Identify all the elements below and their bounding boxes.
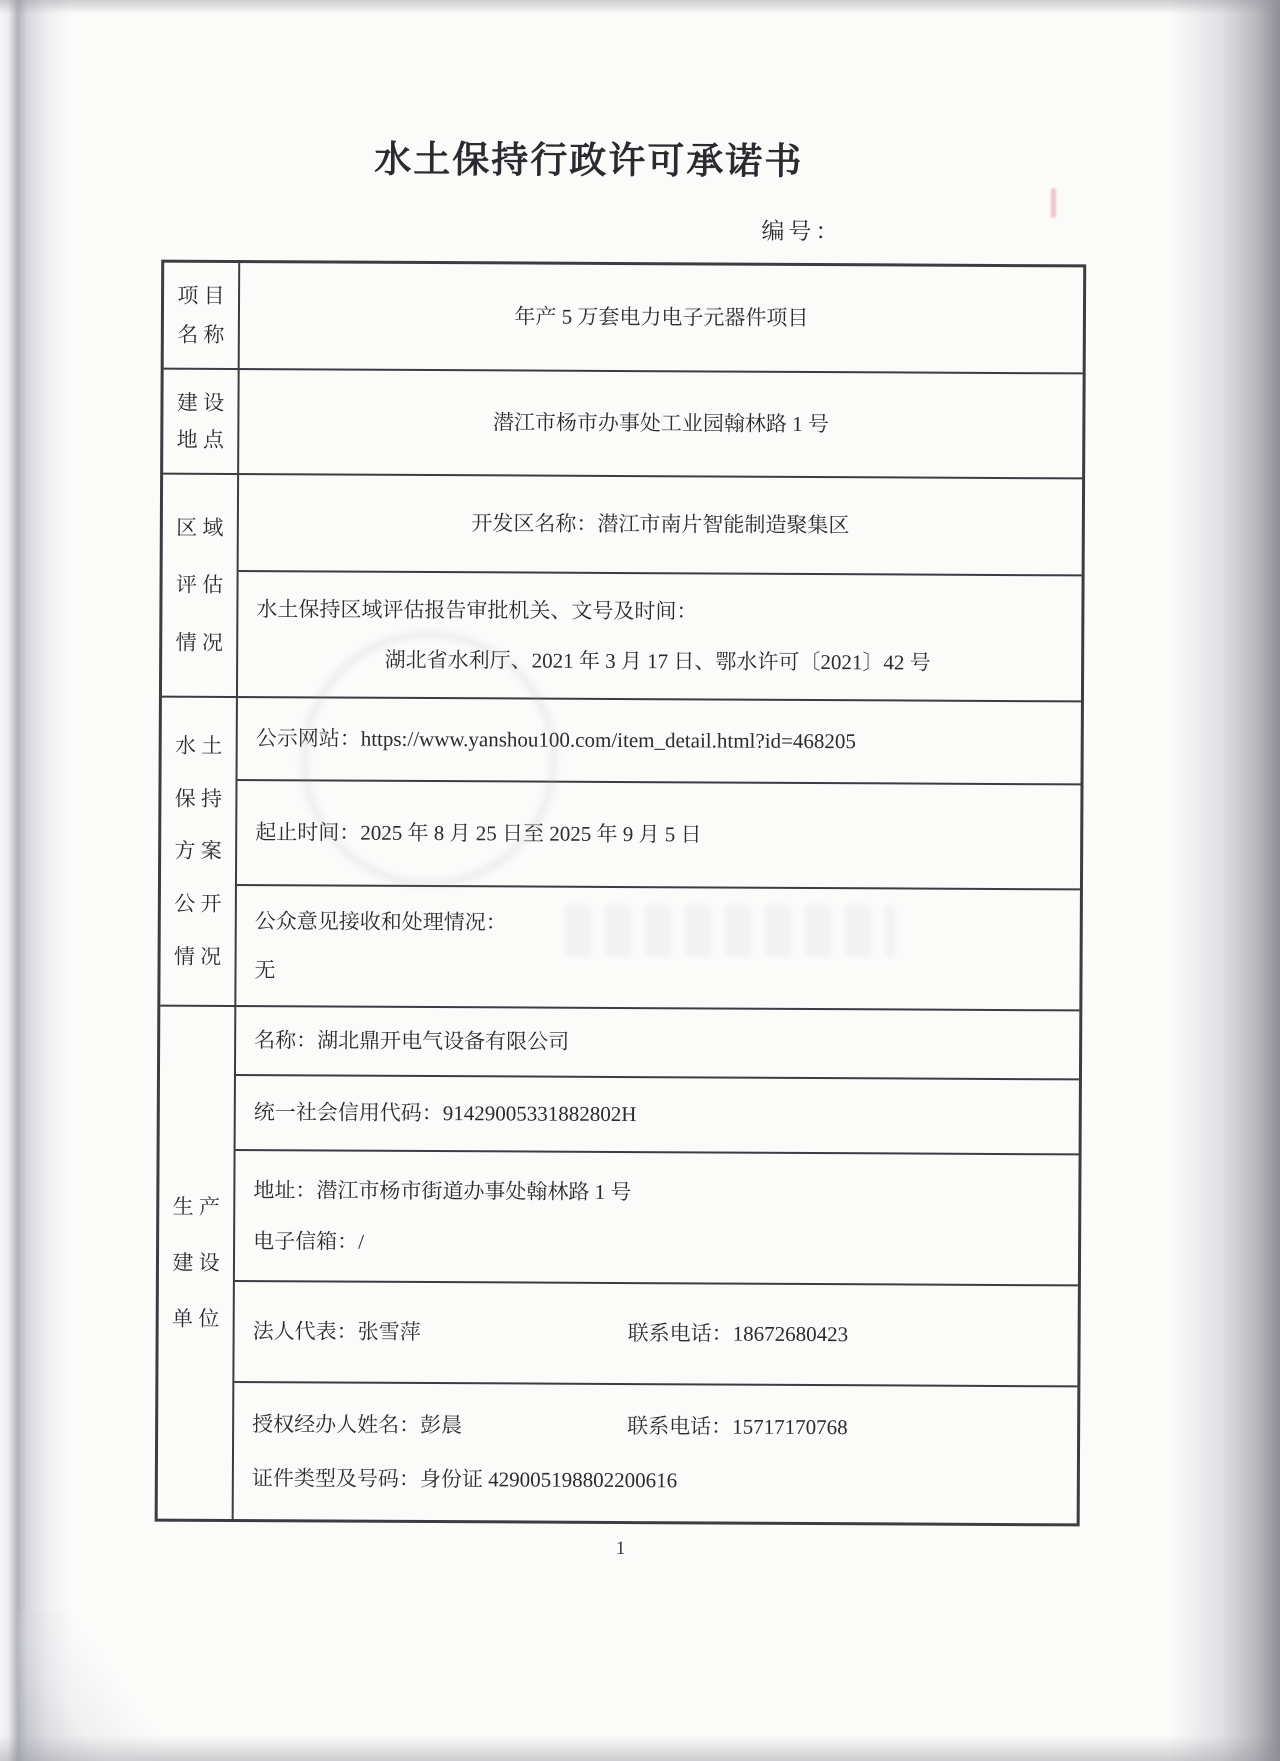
- public-opinion-heading: 公众意见接收和处理情况：: [254, 909, 507, 935]
- unit-legal-representative: 法人代表：张雪萍: [252, 1319, 421, 1345]
- regional-assessment-label: [162, 475, 239, 696]
- label-line: 名 称: [177, 322, 225, 347]
- label-line: 方 案: [174, 839, 222, 864]
- zone-name-value: 开发区名称：潜江市南片智能制造聚集区: [239, 475, 1082, 576]
- label-line: 公 开: [174, 891, 222, 917]
- label-line: 区 域: [176, 515, 224, 540]
- publicity-website: 公示网站：https://www.yanshou100.com/item_detail.html?id=468205: [238, 698, 1081, 785]
- unit-agent-phone: 联系电话：15717170768: [627, 1413, 848, 1440]
- public-opinion-value: 无: [254, 957, 276, 982]
- unit-company-name: 名称：湖北鼎开电气设备有限公司: [236, 1007, 1079, 1080]
- unit-address-email: [235, 1151, 1079, 1286]
- unit-legal-rep-row: [234, 1282, 1078, 1387]
- label-line: 评 估: [175, 573, 224, 598]
- label-line: 生 产: [172, 1194, 220, 1219]
- label-line: 情 况: [175, 630, 223, 656]
- label-line: 建 设: [176, 390, 225, 415]
- row-production-unit: [158, 1007, 1080, 1524]
- construction-site-value: 潜江市杨市办事处工业园翰林路 1 号: [492, 410, 829, 437]
- project-name-content: [240, 263, 1084, 372]
- construction-site-content: [239, 370, 1083, 477]
- approval-detail: 湖北省水利厅、2021 年 3 月 17 日、鄂水许可〔2021〕42 号: [384, 647, 931, 675]
- row-regional-assessment: [162, 475, 1082, 703]
- row-project-name: [164, 263, 1084, 375]
- page-number: 1: [615, 1537, 626, 1560]
- label-line: 情 况: [173, 944, 222, 970]
- row-plan-publicity: [160, 698, 1081, 1012]
- production-unit-label: [158, 1007, 237, 1519]
- regional-assessment-content: [238, 475, 1082, 700]
- unit-legal-rep-phone: 联系电话：18672680423: [627, 1321, 849, 1347]
- unit-email: 电子信箱：/: [253, 1229, 365, 1254]
- approval-heading: 水土保持区域评估报告审批机关、文号及时间：: [256, 596, 698, 624]
- label-line: 建 设: [172, 1250, 220, 1275]
- label-line: 水 土: [175, 733, 223, 758]
- row-construction-site: [163, 370, 1083, 480]
- construction-site-label: [163, 370, 240, 473]
- unit-agent-row: [234, 1383, 1078, 1523]
- project-name-label: [164, 263, 241, 368]
- plan-publicity-label: [160, 698, 238, 1005]
- document-title: 水土保持行政许可承诺书: [374, 139, 804, 183]
- approval-info: [238, 572, 1082, 700]
- label-line: 单 位: [172, 1306, 220, 1332]
- plan-publicity-content: [236, 698, 1081, 1009]
- unit-credit-code: 统一社会信用代码：91429005331882802H: [236, 1076, 1079, 1155]
- commitment-table: [155, 260, 1087, 1527]
- publicity-period: 起止时间：2025 年 8 月 25 日至 2025 年 9 月 5 日: [237, 781, 1081, 890]
- label-line: 地 点: [176, 427, 224, 453]
- label-line: 项 目: [177, 283, 225, 309]
- document-number-label: 编号：: [761, 218, 843, 245]
- unit-address: 地址：潜江市杨市街道办事处翰林路 1 号: [253, 1177, 632, 1204]
- unit-id-type-number: 证件类型及号码：身份证 429005198802200616: [251, 1465, 678, 1493]
- unit-authorized-agent: 授权经办人姓名：彭晨: [252, 1411, 463, 1438]
- production-unit-content: [234, 1007, 1080, 1523]
- public-opinion: [236, 886, 1080, 1009]
- label-line: 保 持: [174, 786, 223, 811]
- project-name-value: 年产 5 万套电力电子元器件项目: [514, 304, 809, 331]
